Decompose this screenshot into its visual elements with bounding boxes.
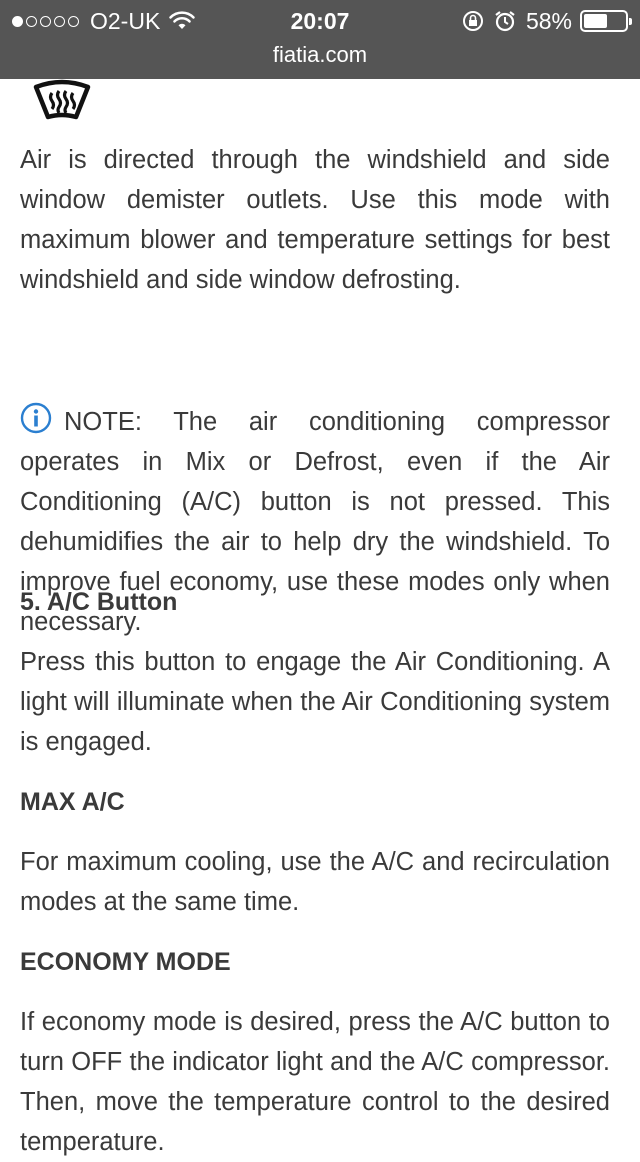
battery-icon	[580, 10, 628, 32]
rotation-lock-icon	[462, 10, 484, 32]
economy-mode-heading: ECONOMY MODE	[20, 948, 231, 976]
max-ac-heading: MAX A/C	[20, 788, 125, 816]
status-bar	[0, 4, 640, 38]
status-right	[462, 4, 628, 38]
note-text: NOTE: The air conditioning compressor operates in Mix or Defrost, even if the Air Conditioning (A/C) button is not pressed. This dehumidifies the air to help dry the windshield. To improve fuel economy, use these modes only when necessary.	[20, 408, 610, 636]
economy-mode-paragraph: If economy mode is desired, press the A/C button to turn OFF the indicator light and the A/C compressor. Then, move the temperature control to the desired temperature.	[20, 1008, 610, 1156]
clock: 20:07	[290, 8, 350, 34]
defrost-mode-paragraph: Air is directed through the windshield and side window demister outlets. Use this mode with maximum blower and temperature settings for best windshield and side window defrosting.	[20, 146, 610, 294]
ac-button-heading: 5. A/C Button	[20, 588, 178, 616]
address-bar[interactable]: fiatia.com	[272, 42, 368, 67]
battery-fill	[584, 14, 607, 28]
max-ac-paragraph: For maximum cooling, use the A/C and recirculation modes at the same time.	[20, 848, 610, 916]
alarm-icon	[494, 10, 516, 32]
ac-button-paragraph: Press this button to engage the Air Conditioning. A light will illuminate when the Air Conditioning system is engaged.	[20, 648, 610, 756]
browser-top-bar	[0, 0, 640, 79]
battery-percent: 58%	[525, 8, 572, 34]
windshield-defrost-icon	[32, 79, 92, 121]
info-icon	[20, 402, 52, 434]
carrier-name: O2-UK	[90, 8, 161, 34]
